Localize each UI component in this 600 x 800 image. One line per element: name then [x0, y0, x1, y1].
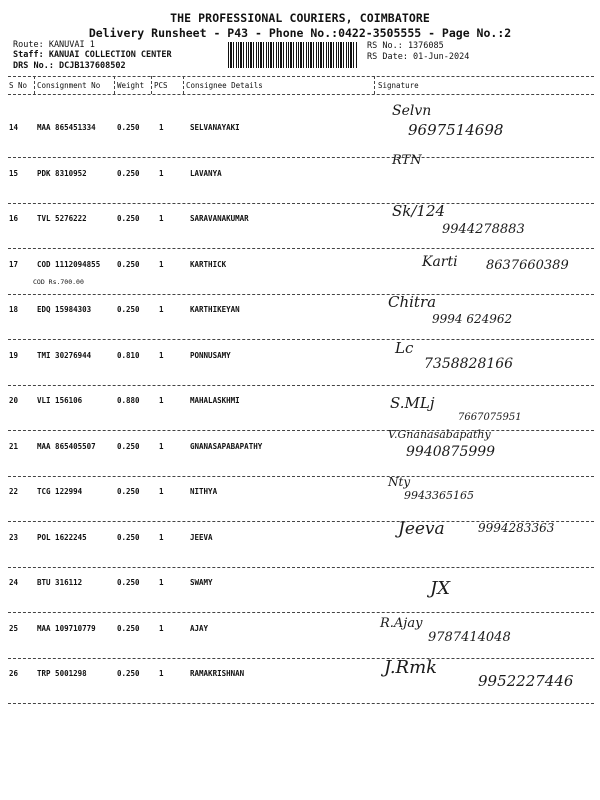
row-pcs: 1 — [159, 259, 164, 269]
staff-label: Staff: KANUAI COLLECTION CENTER — [13, 50, 172, 60]
row-weight: 0.250 — [117, 487, 140, 496]
drs-number: DRS No.: DCJB137608502 — [13, 61, 126, 71]
row-divider — [8, 203, 594, 204]
row-consignee: AJAY — [190, 623, 209, 633]
row-signature: Chitra — [388, 293, 437, 311]
column-header-signature: Signature — [378, 81, 419, 90]
row-weight: 0.250 — [117, 305, 140, 314]
row-divider — [8, 567, 594, 568]
row-pcs: 1 — [159, 669, 164, 678]
row-weight: 0.810 — [117, 350, 140, 360]
row-phone-handwritten: 9994 624962 — [432, 312, 513, 326]
row-consignee: SELVANAYAKI — [190, 123, 240, 132]
runsheet-subtitle: Delivery Runsheet - P43 - Phone No.:0422-3505555 - Page No.:2 — [88, 26, 512, 40]
row-weight: 0.250 — [117, 123, 140, 132]
column-separator — [34, 76, 35, 94]
row-consignment-no: EDQ 15984303 — [37, 305, 92, 314]
row-phone-handwritten: 9952227446 — [478, 672, 574, 690]
row-divider — [8, 339, 594, 340]
row-signature: Lc — [395, 338, 414, 357]
row-phone-handwritten: 9943365165 — [404, 489, 474, 502]
row-signature: RTN — [392, 152, 422, 168]
row-divider — [8, 430, 594, 431]
row-consignee: LAVANYA — [190, 168, 222, 178]
row-consignment-no: TRP 5001298 — [37, 669, 87, 678]
column-separator — [151, 76, 152, 94]
row-pcs: 1 — [159, 168, 164, 178]
row-weight: 0.250 — [117, 578, 140, 587]
row-cod-amount: COD Rs.700.00 — [33, 277, 84, 286]
row-consignment-no: VLI 156106 — [37, 396, 83, 405]
row-signature: Selvn — [392, 103, 432, 119]
row-consignment-no: TCG 122994 — [37, 487, 83, 496]
row-pcs: 1 — [159, 623, 164, 633]
row-sno: 24 — [9, 578, 19, 587]
row-consignee: MAHALASKHMI — [190, 396, 240, 405]
row-weight: 0.250 — [117, 623, 140, 633]
row-sno: 19 — [9, 350, 19, 360]
row-weight: 0.250 — [117, 532, 140, 542]
row-sno: 26 — [9, 669, 19, 678]
row-consignment-no: MAA 865451334 — [37, 123, 96, 132]
column-separator — [114, 76, 115, 94]
row-divider — [8, 157, 594, 158]
row-phone-handwritten: 9787414048 — [428, 629, 511, 645]
row-phone-handwritten: 9944278883 — [442, 222, 525, 237]
row-divider — [8, 385, 594, 386]
row-sno: 20 — [9, 396, 19, 405]
row-signature: V.Gnanasabapathy — [388, 427, 491, 441]
row-phone-handwritten: 7358828166 — [424, 355, 514, 372]
row-weight: 0.880 — [117, 396, 140, 405]
row-consignment-no: BTU 316112 — [37, 578, 83, 587]
row-phone-handwritten: 7667075951 — [458, 412, 522, 423]
row-weight: 0.250 — [117, 214, 140, 223]
barcode-image — [228, 42, 358, 68]
row-consignee: SWAMY — [190, 578, 213, 587]
row-consignee: KARTHIKEYAN — [190, 305, 240, 314]
row-pcs: 1 — [159, 305, 164, 314]
rs-date: RS Date: 01-Jun-2024 — [367, 52, 470, 62]
row-signature: Sk/124 — [392, 202, 446, 220]
row-pcs: 1 — [159, 487, 164, 496]
header-rule-bottom — [8, 94, 594, 95]
row-signature: S.MLj — [390, 394, 435, 412]
row-weight: 0.250 — [117, 168, 140, 178]
row-pcs: 1 — [159, 123, 164, 132]
column-separator — [374, 76, 375, 94]
row-sno: 17 — [9, 259, 19, 269]
column-header-weight: Weight — [117, 81, 145, 90]
row-consignment-no: TMI 30276944 — [37, 350, 92, 360]
row-pcs: 1 — [159, 350, 164, 360]
row-divider — [8, 294, 594, 295]
column-header-consignment: Consignment No — [37, 81, 101, 90]
row-consignment-no: MAA 109710779 — [37, 623, 96, 633]
row-sno: 18 — [9, 305, 19, 314]
row-consignee: PONNUSAMY — [190, 350, 231, 360]
row-signature: R.Ajay — [380, 615, 423, 631]
route-label: Route: KANUVAI 1 — [13, 40, 95, 50]
row-phone-handwritten: 9697514698 — [408, 121, 504, 139]
row-pcs: 1 — [159, 396, 164, 405]
column-separator — [183, 76, 184, 94]
row-sno: 15 — [9, 168, 19, 178]
row-consignment-no: PDK 8310952 — [37, 168, 87, 178]
row-phone-handwritten: 9994283363 — [478, 520, 555, 535]
row-consignment-no: MAA 865405507 — [37, 441, 96, 451]
row-sno: 14 — [9, 123, 19, 132]
row-weight: 0.250 — [117, 441, 140, 451]
row-consignee: NITHYA — [190, 487, 218, 496]
row-pcs: 1 — [159, 578, 164, 587]
row-divider — [8, 703, 594, 704]
row-pcs: 1 — [159, 441, 164, 451]
row-divider — [8, 612, 594, 613]
row-signature: Jeeva — [398, 518, 445, 539]
row-sno: 16 — [9, 214, 19, 223]
row-signature: Karti — [422, 253, 458, 270]
header-rule-top — [8, 76, 594, 77]
column-header-consignee: Consignee Details — [186, 81, 263, 90]
column-header-sno: S No — [9, 81, 28, 90]
row-weight: 0.250 — [117, 669, 140, 678]
row-sno: 25 — [9, 623, 19, 633]
row-phone-handwritten: 9940875999 — [406, 443, 496, 460]
row-consignee: JEEVA — [190, 532, 213, 542]
row-divider — [8, 248, 594, 249]
row-divider — [8, 658, 594, 659]
row-divider — [8, 476, 594, 477]
column-header-pcs: PCS — [154, 81, 168, 90]
row-pcs: 1 — [159, 214, 164, 223]
row-sno: 22 — [9, 487, 19, 496]
runsheet-title: THE PROFESSIONAL COURIERS, COIMBATORE — [170, 11, 430, 25]
row-consignment-no: POL 1622245 — [37, 532, 87, 542]
row-signature: J.Rmk — [384, 657, 438, 678]
row-consignee: RAMAKRISHNAN — [190, 669, 245, 678]
row-pcs: 1 — [159, 532, 164, 542]
row-consignment-no: COD 1112094855 — [37, 259, 101, 269]
row-consignee: SARAVANAKUMAR — [190, 214, 249, 223]
row-consignee: KARTHICK — [190, 259, 227, 269]
rs-number: RS No.: 1376085 — [367, 41, 444, 51]
row-consignee: GNANASAPABAPATHY — [190, 441, 263, 451]
row-sno: 23 — [9, 532, 19, 542]
row-sno: 21 — [9, 441, 19, 451]
row-signature: JX — [430, 578, 451, 599]
row-consignment-no: TVL 5276222 — [37, 214, 87, 223]
row-weight: 0.250 — [117, 259, 140, 269]
row-signature: Nty — [388, 475, 411, 489]
row-phone-handwritten: 8637660389 — [486, 257, 569, 273]
